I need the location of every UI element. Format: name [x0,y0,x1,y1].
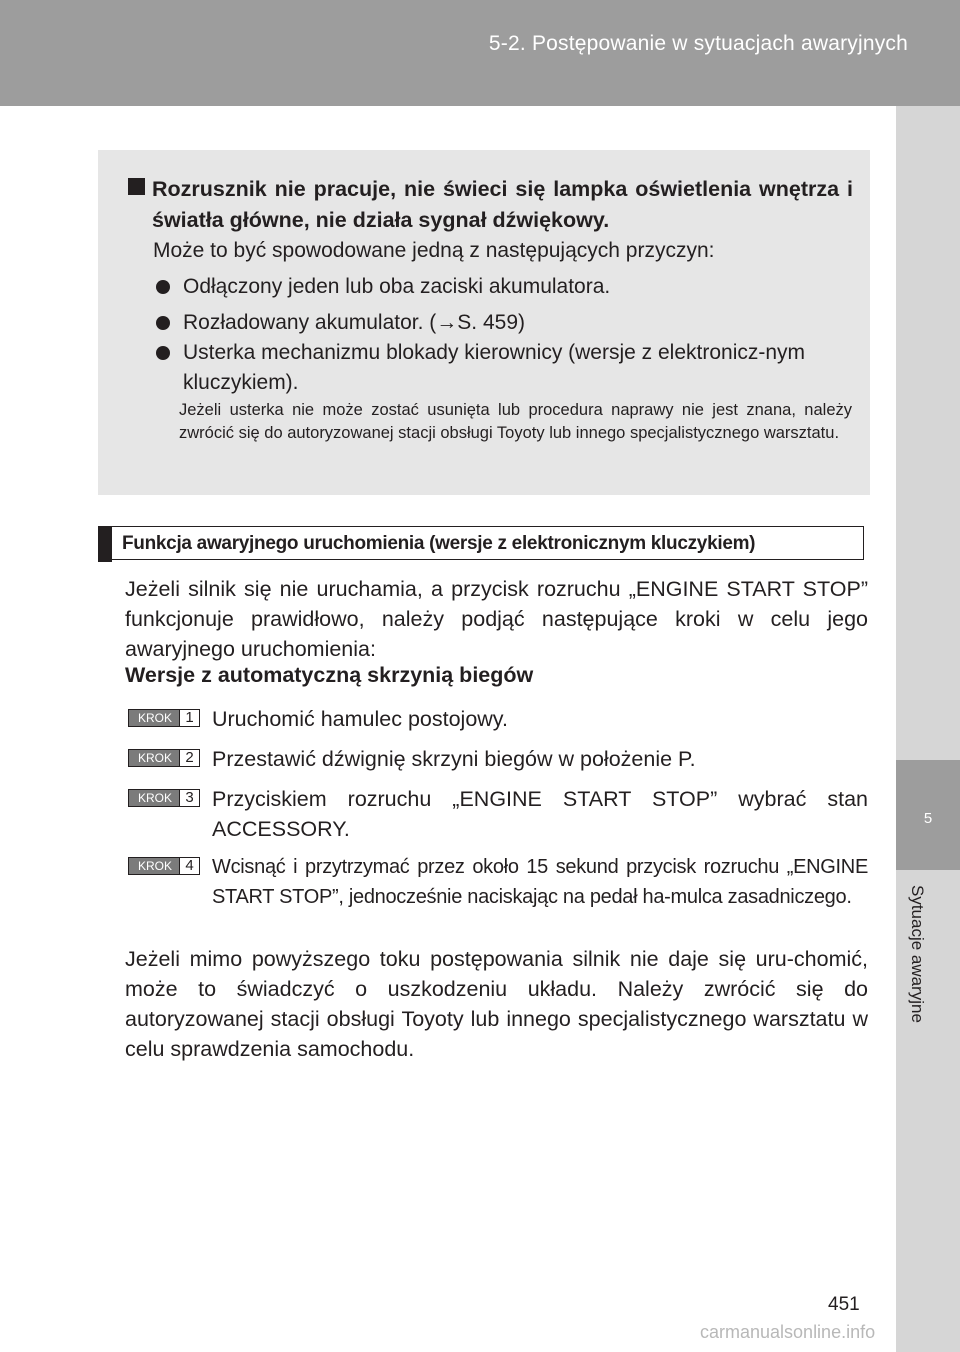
note-bullet [153,272,853,302]
note-bullet-text: Rozładowany akumulator. (→S. 459) [183,311,525,334]
step-badge-label: KROK [137,859,172,873]
section-subheading: Wersje z automatyczną skrzynią biegów [125,663,534,687]
note-small-text: Jeżeli usterka nie może zostać usunięta lub procedura naprawy nie jest znana, należy zwrócić się do autoryzowanej stacji obsługi Toyoty lub innego specjalistycznego warsztatu. [179,401,852,442]
page-header [0,0,960,106]
page-number: 451 [828,1294,860,1315]
chapter-side-tab [896,106,960,1352]
step-badge-label: KROK [137,791,172,805]
watermark: carmanualsonline.info [700,1322,876,1342]
header-section-title: 5-2. Postępowanie w sytuacjach awaryjnych [488,32,908,55]
bullet-dot-icon [156,280,170,294]
section-intro: Jeżeli silnik się nie uruchamia, a przycisk rozruchu „ENGINE START STOP” funkcjonuje prawidłowo, należy podjąć następujące kroki w celu jego awaryjnego uruchomienia: [125,577,868,661]
step-badge [128,709,200,727]
step-badge-label: KROK [137,711,172,725]
step-badge-label: KROK [137,751,172,765]
section-title-bar [98,526,870,562]
step-badge-number: 3 [179,790,199,806]
section-outro: Jeżeli mimo powyższego toku postępowania silnik nie daje się uru-chomić, może to świadczyć o uszkodzeniu układu. Należy zwrócić się do autoryzowanej stacji obsługi Toyoty lub innego specjalistycznego warsztatu w celu sprawdzenia samochodu. [125,947,868,1061]
section-title-accent [98,526,112,562]
step-badge-number: 4 [179,858,199,874]
step-badge [128,749,200,767]
step-text: Przyciskiem rozruchu „ENGINE START STOP” wybrać stan ACCESSORY. [212,787,868,841]
section-title: Funkcja awaryjnego uruchomienia (wersje z elektronicznym kluczykiem) [112,526,864,560]
bullet-dot-icon [156,346,170,360]
note-bullet [153,338,853,398]
note-heading-text: Rozrusznik nie pracuje, nie świeci się lampka oświetlenia wnętrza i światła główne, nie działa sygnał dźwiękowy. [152,177,853,232]
step-badge-number: 1 [179,710,199,726]
chapter-number: 5 [923,810,933,827]
note-bullet-text: Odłączony jeden lub oba zaciski akumulatora. [183,275,611,298]
chapter-title: Sytuacje awaryjne [908,885,927,1023]
step-text: Uruchomić hamulec postojowy. [212,707,508,731]
note-intro: Może to być spowodowane jedną z następujących przyczyn: [153,239,715,262]
step-badge [128,789,200,807]
step-text: Przestawić dźwignię skrzyni biegów w położenie P. [212,747,696,771]
square-bullet-icon [128,178,145,195]
note-heading [128,174,853,236]
step-text: Wcisnąć i przytrzymać przez około 15 sekund przycisk rozruchu „ENGINE START STOP”, jednocześnie naciskając na pedał ha-mulca zasadniczego. [212,856,868,908]
note-bullet-text: Usterka mechanizmu blokady kierownicy (wersje z elektronicz-nym kluczykiem). [183,341,806,394]
step-badge [128,857,200,875]
note-bullet [153,308,853,338]
step-badge-number: 2 [179,750,199,766]
bullet-dot-icon [156,316,170,330]
